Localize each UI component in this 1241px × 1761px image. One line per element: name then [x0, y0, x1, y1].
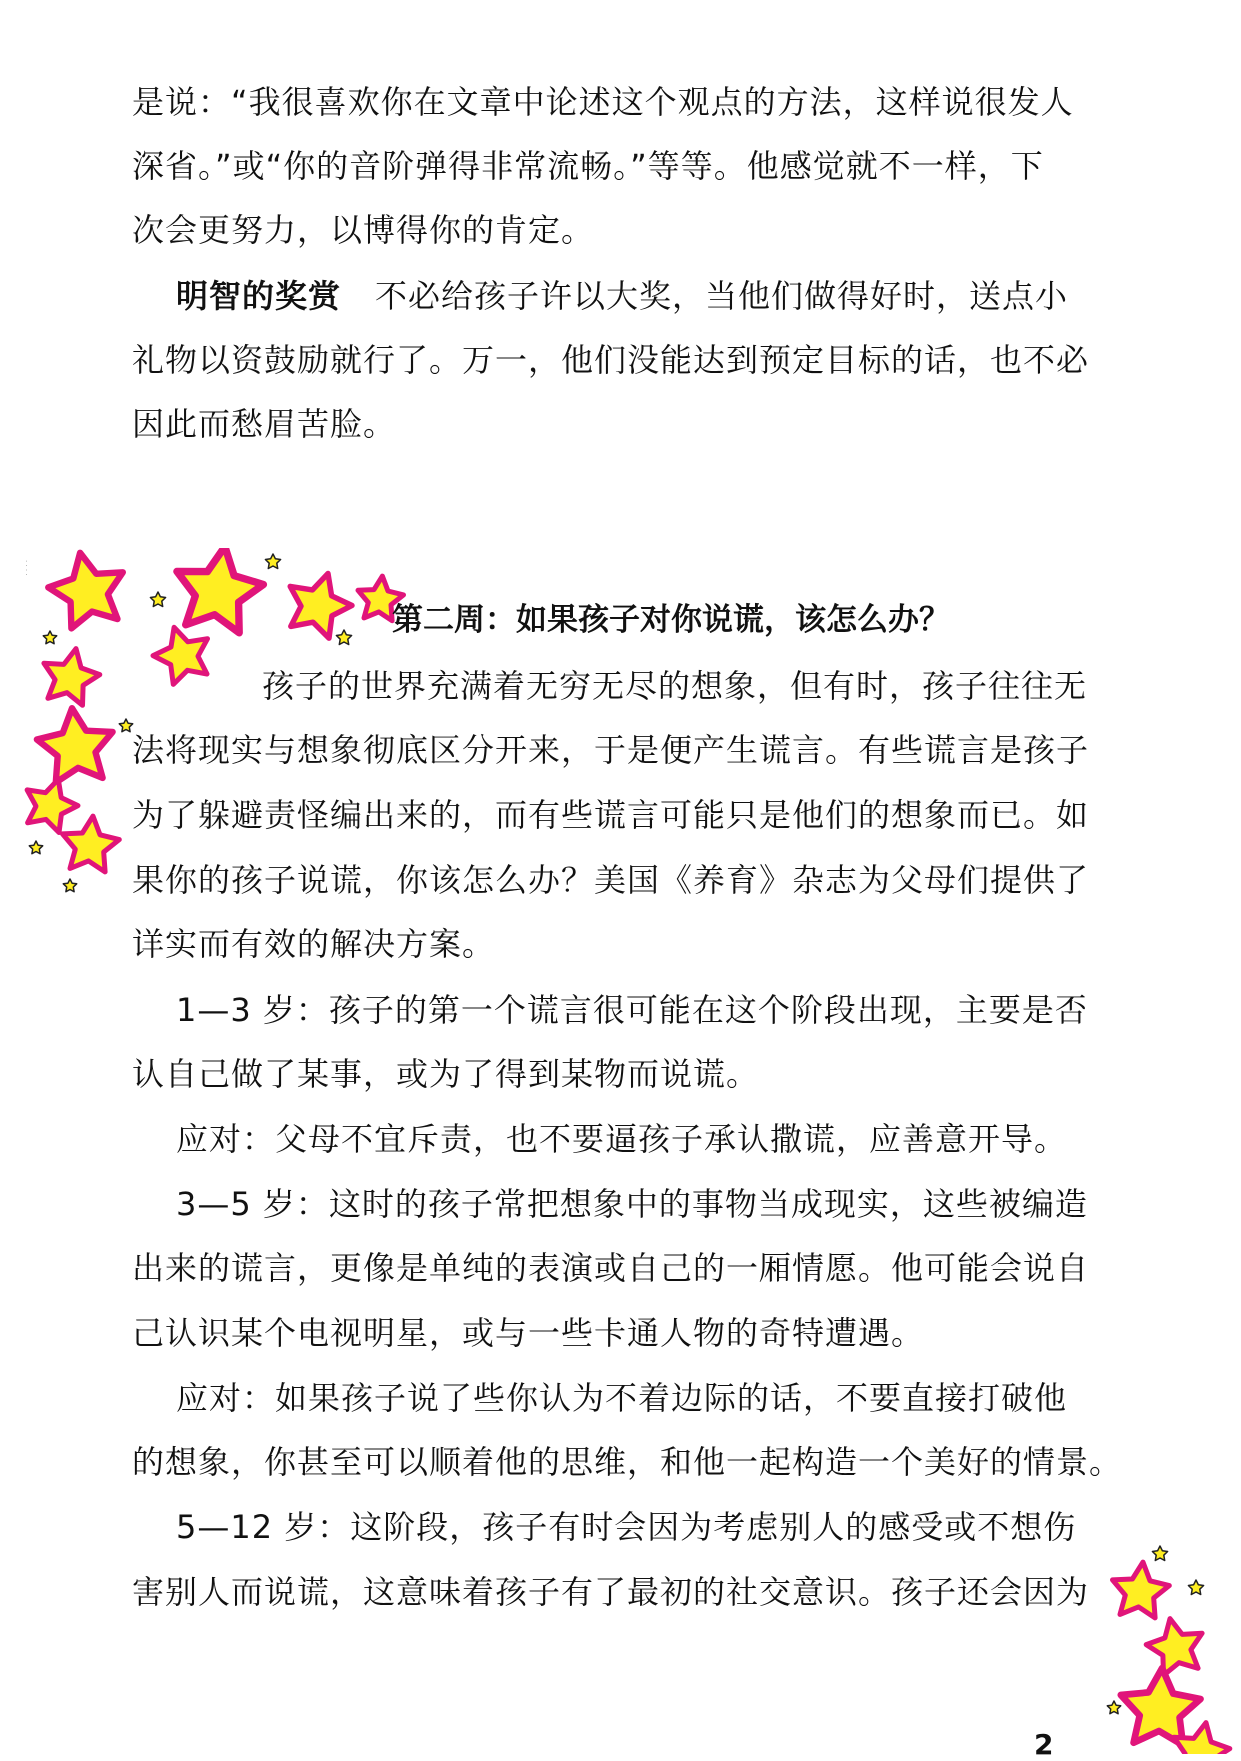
reward-title: 明智的奖赏 [176, 277, 342, 315]
week2-p1-line-2: 法将现实与想象彻底区分开来，于是便产生谎言。有些谎言是孩子 [132, 731, 1090, 769]
star-icon [1113, 1562, 1170, 1618]
age1-line-1: 1—3 岁：孩子的第一个谎言很可能在这个阶段出现，主要是否 [176, 991, 1088, 1029]
star-icon [63, 816, 120, 872]
intro-line-1: 是说：“我很喜欢你在文章中论述这个观点的方法，这样说很发人 [132, 83, 1074, 121]
small-star-icon [43, 631, 56, 644]
star-cluster-icon [18, 548, 418, 898]
small-star-icon [1107, 1701, 1120, 1714]
small-star-icon [29, 841, 42, 854]
response2-line-1: 应对：如果孩子说了些你认为不着边际的话，不要直接打破他 [176, 1379, 1068, 1417]
side-watermark: · · · · [22, 560, 30, 576]
age1-line-2: 认自己做了某事，或为了得到某物而说谎。 [132, 1055, 760, 1093]
response2-line-2: 的想象，你甚至可以顺着他的思维，和他一起构造一个美好的情景。 [132, 1443, 1123, 1481]
star-icon [1146, 1619, 1202, 1676]
small-star-icon [336, 630, 351, 645]
small-star-icon [1188, 1580, 1203, 1595]
reward-line-2: 礼物以资鼓励就行了。万一，他们没能达到预定目标的话，也不必 [132, 341, 1090, 379]
intro-line-2: 深省。”或“你的音阶弹得非常流畅。”等等。他感觉就不一样，下 [132, 147, 1044, 185]
age2-line-2: 出来的谎言，更像是单纯的表演或自己的一厢情愿。他可能会说自 [132, 1249, 1090, 1287]
star-icon [48, 553, 123, 629]
week2-p1-line-1: 孩子的世界充满着无穷无尽的想象，但有时，孩子往往无 [262, 667, 1088, 705]
star-cluster-icon [1090, 1540, 1241, 1754]
week2-p1-line-3: 为了躲避责怪编出来的，而有些谎言可能只是他们的想象而已。如 [132, 796, 1090, 834]
star-icon [27, 779, 78, 832]
intro-line-3: 次会更努力，以博得你的肯定。 [132, 211, 595, 249]
small-star-icon [150, 592, 165, 607]
star-icon [290, 574, 352, 639]
reward-line-3: 因此而愁眉苦脸。 [132, 405, 397, 443]
week2-p1-line-5: 详实而有效的解决方案。 [132, 925, 496, 963]
age3-line-1: 5—12 岁：这阶段，孩子有时会因为考虑别人的感受或不想伤 [176, 1508, 1077, 1546]
age2-line-3: 己认识某个电视明星，或与一些卡通人物的奇特遭遇。 [132, 1314, 925, 1352]
star-icon [1121, 1668, 1201, 1745]
star-icon [153, 627, 208, 684]
small-star-icon [63, 879, 76, 892]
star-icon [177, 548, 264, 633]
page-number: 2 [1034, 1728, 1054, 1761]
week2-heading: 第二周：如果孩子对你说谎，该怎么办？ [392, 602, 950, 638]
small-star-icon [1152, 1546, 1167, 1561]
reward-line-1: 不必给孩子许以大奖，当他们做得好时，送点小 [375, 277, 1069, 315]
small-star-icon [265, 554, 280, 569]
small-star-icon [119, 719, 132, 732]
age2-line-1: 3—5 岁：这时的孩子常把想象中的事物当成现实，这些被编造 [176, 1185, 1088, 1223]
age3-line-2: 害别人而说谎，这意味着孩子有了最初的社交意识。孩子还会因为 [132, 1573, 1090, 1611]
response1: 应对：父母不宜斥责，也不要逼孩子承认撒谎，应善意开导。 [176, 1120, 1068, 1158]
reward-paragraph-first-line [176, 276, 1136, 316]
star-icon [37, 708, 113, 782]
star-icon [44, 649, 100, 706]
week2-p1-line-4: 果你的孩子说谎，你该怎么办？美国《养育》杂志为父母们提供了 [132, 861, 1090, 899]
